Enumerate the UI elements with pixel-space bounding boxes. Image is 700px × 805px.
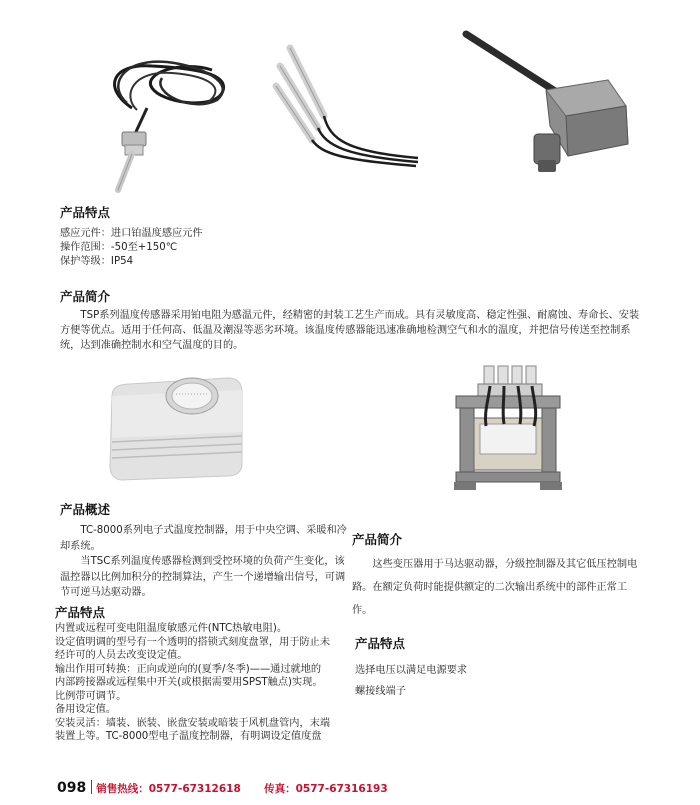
- transformer-feature-terminals: 螺接线端子: [355, 686, 406, 697]
- transformer-image: [450, 362, 568, 496]
- sensor-intro-text: TSP系列温度传感器采用铂电阻为感温元件，经精密的封装工艺生产而成。具有灵敏度高、稳定性强、耐腐蚀、寿命长、安装方便等优点。适用于任何高、低温及潮湿等恶劣环境。该温度传感器能迅速准确地检测空气和水的温度，并把信号传送至控制系统，达到准确控制水和空气温度的目的。: [60, 310, 640, 351]
- fax-number: 传真：0577-67316193: [264, 783, 388, 795]
- controller-overview-line: TC-8000系列电子式温度控制器，用于中央空调、采暖和冷却系统。: [60, 525, 347, 552]
- controller-overview-line: 当TSC系列温度传感器检测到受控环境的负荷产生变化，该温控器以比例加积分的控制算法，产生一个递增输出信号，可调节可逆马达驱动器。: [60, 556, 346, 598]
- cable-sensor-image: [92, 48, 252, 196]
- temperature-controller-image: [100, 368, 250, 486]
- footer-divider: [91, 780, 92, 794]
- controller-overview-text: [60, 523, 348, 601]
- sensor-feature-range: 操作范围：-50至+150℃: [60, 242, 178, 253]
- controller-features-text: [55, 622, 331, 744]
- probe-sensor-image: [268, 40, 428, 170]
- transformer-intro-title: 产品简介: [352, 532, 403, 547]
- sensor-intro-title: 产品简介: [60, 289, 111, 304]
- controller-feature-line: 设定值明调的型号有一个透明的搭锁式刻度盘罩，用于防止未经许可的人员去改变设定值。: [55, 636, 331, 661]
- controller-feature-line: 安装灵活：墙装、嵌装、嵌盘安装或暗装于风机盘管内，末端装置上等。TC-8000型电子温度控制器，有明调设定值度盘: [55, 717, 331, 742]
- sensor-features-title: 产品特点: [60, 205, 111, 220]
- transformer-intro-text: 这些变压器用于马达驱动器，分级控制器及其它低压控制电路。在额定负荷时能提供额定的二次输出系统中的部件正常工作。: [352, 559, 638, 616]
- duct-sensor-image: [458, 26, 633, 196]
- controller-feature-line: 备用设定值。: [55, 704, 117, 715]
- transformer-feature-voltage: 选择电压以满足电源要求: [355, 665, 468, 676]
- controller-features-title: 产品特点: [55, 605, 106, 620]
- sensor-feature-protection: 保护等级：IP54: [60, 256, 134, 267]
- controller-overview-title: 产品概述: [60, 502, 111, 517]
- sensor-features-list: [60, 227, 203, 269]
- controller-feature-line: 输出作用可转换：正向或逆向的(夏季/冬季)——通过就地的内部跨接器或远程集中开关(或根据需要用SPST触点)实现。比例带可调节。: [55, 663, 323, 702]
- controller-feature-line: 内置或远程可变电阻温度敏感元件(NTC热敏电阻)。: [55, 623, 288, 634]
- page-number: 098: [57, 780, 87, 796]
- sales-hotline: 销售热线：0577-67312618: [96, 783, 241, 795]
- transformer-features-list: [355, 660, 467, 702]
- page-footer: [57, 780, 388, 796]
- transformer-features-title: 产品特点: [355, 636, 406, 651]
- sensor-feature-element: 感应元件：进口铂温度感应元件: [60, 228, 203, 239]
